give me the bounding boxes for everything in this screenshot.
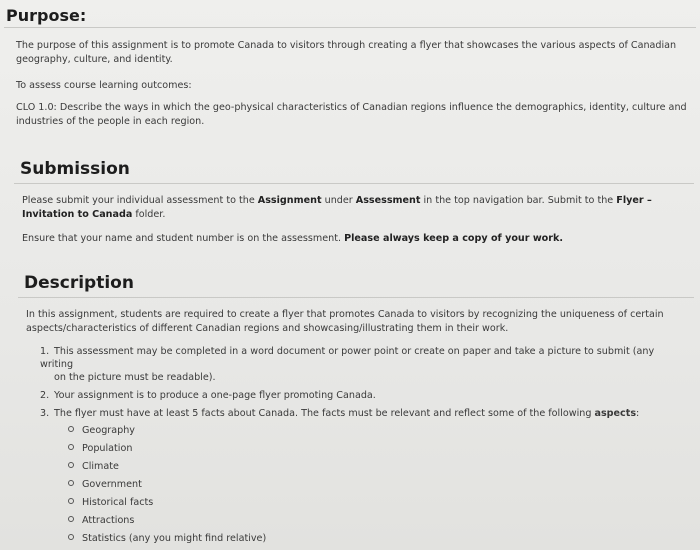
list-item: 3. The flyer must have at least 5 facts about Canada. The facts must be relevant and reflect some of the following aspects: — [40, 408, 640, 419]
keep-copy-note: Ensure that your name and student number is on the assessment. Please always keep a copy of your work. — [22, 233, 564, 244]
description-divider — [18, 297, 694, 298]
list-item: Climate — [68, 458, 368, 476]
bullet-icon — [68, 480, 74, 486]
list-item: Historical facts — [68, 494, 368, 512]
description-intro: In this assignment, students are required to create a flyer that promotes Canada to visitors by recognizing the uniqueness of certain aspects/characteristics of different Canadian regions and showcasing/illustrating them in their work. — [26, 309, 664, 334]
bullet-icon — [68, 426, 74, 432]
submission-divider — [14, 183, 694, 184]
steps-list — [40, 345, 690, 420]
list-item: Attractions — [68, 512, 368, 530]
clo-paragraph: CLO 1.0: Describe the ways in which the geo-physical characteristics of Canadian regions influence the demographics, identity, culture and industries of the people in each region. — [16, 102, 687, 127]
purpose-paragraph: The purpose of this assignment is to promote Canada to visitors through creating a flyer that showcases the various aspects of Canadian geography, culture, and identity. — [16, 40, 677, 65]
bullet-icon — [68, 462, 74, 468]
outcomes-intro: To assess course learning outcomes: — [16, 80, 192, 91]
bullet-icon — [68, 516, 74, 522]
submission-heading: Submission — [20, 159, 130, 179]
description-heading: Description — [24, 273, 134, 293]
list-item: 1. This assessment may be completed in a word document or power point or create on paper and take a picture to submit (any writing on the picture must be readable). — [40, 346, 655, 383]
bullet-icon — [68, 534, 74, 540]
bullet-icon — [68, 444, 74, 450]
list-item: Government — [68, 476, 368, 494]
submission-instructions: Please submit your individual assessment to the Assignment under Assessment in the top navigation bar. Submit to the Flyer – Invitation to Canada folder. — [22, 195, 652, 220]
list-item: 2. Your assignment is to produce a one-page flyer promoting Canada. — [40, 390, 376, 401]
bullet-icon — [68, 498, 74, 504]
list-item: Statistics (any you might find relative) — [68, 530, 368, 548]
list-item: Geography — [68, 422, 368, 440]
purpose-heading: Purpose: — [6, 6, 87, 25]
purpose-divider — [4, 27, 696, 28]
list-item: Population — [68, 440, 368, 458]
aspects-list — [68, 422, 368, 548]
